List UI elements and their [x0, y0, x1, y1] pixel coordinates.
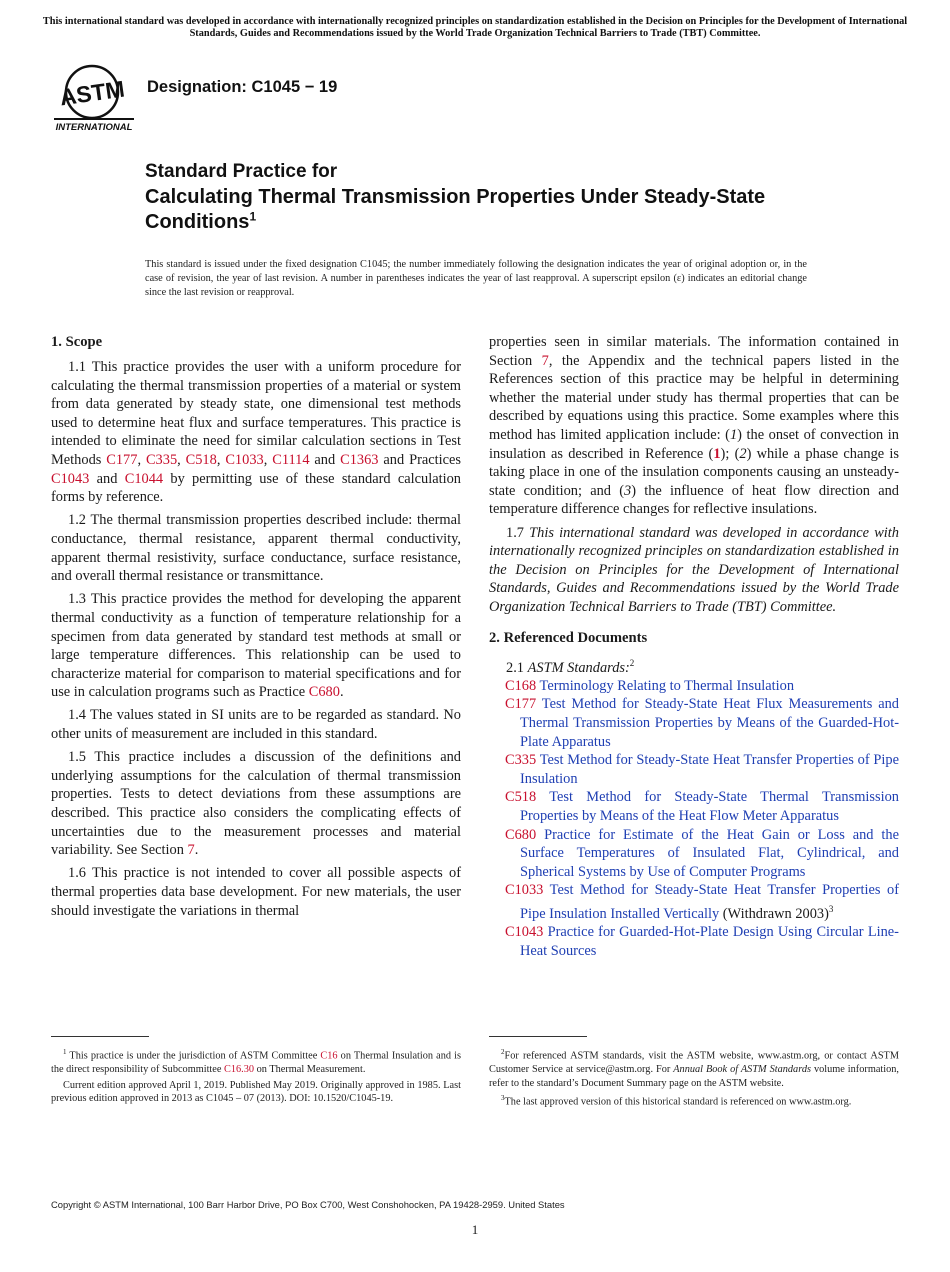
footnote-3: $^3$The last approved version of this historical standard is referenced on www.astm.org.	[501, 1094, 852, 1108]
link-c1363[interactable]: C1363	[340, 451, 379, 468]
ref-item[interactable]: C335 Test Method for Steady-State Heat Transfer Properties of Pipe Insulation	[505, 752, 899, 787]
para-1-2: 1.2 The thermal transmission properties described include: thermal conductance, thermal resistance, apparent thermal conductivity, apparent thermal resistivity, surface conductance, surface resistance, and overall thermal resistance or transmittance.	[51, 512, 461, 585]
link-c680[interactable]: C680	[308, 684, 340, 701]
para-1-6-continued: properties seen in similar materials. The information contained in Section 7, the Appendix and the technical papers listed in the References section of this practice may be helpful in determining whether the material under study has thermal properties that can be described by equations using this practice. Some examples where this method has limited application include: (1) the onset of convection in insulation as described in Reference (1); (2) while a phase change is taking place in one of the insulation components causing an unsteady-state condition; and (3) the influence of heat flow direction and temperature difference changes for reflective insulations.	[489, 334, 899, 518]
title-block	[145, 161, 845, 235]
left-column	[51, 331, 461, 925]
svg-text:ASTM: ASTM	[58, 75, 127, 111]
para-1-4: 1.4 The values stated in SI units are to be regarded as standard. No other units of measurement are included in this standard.	[51, 707, 461, 743]
svg-text:INTERNATIONAL: INTERNATIONAL	[55, 122, 133, 132]
title-line1: Standard Practice for	[145, 161, 338, 182]
link-c1114[interactable]: C1114	[272, 451, 310, 468]
footnote-rule-right	[489, 1036, 587, 1037]
footnotes-right	[489, 1046, 899, 1111]
link-c177[interactable]: C177	[106, 451, 138, 468]
astm-logo	[52, 60, 136, 132]
link-c518[interactable]: C518	[185, 451, 217, 468]
scope-heading: 1. Scope	[51, 334, 103, 350]
reference-list	[489, 677, 899, 961]
title-footnote-mark: 1	[249, 209, 257, 224]
ref-item[interactable]: C1033 Test Method for Steady-State Heat Transfer Properties of Pipe Insulation Installed Vertically (Withdrawn 2003)$^3$	[505, 882, 899, 922]
copyright: Copyright © ASTM International, 100 Barr Harbor Drive, PO Box C700, West Conshohocken, PA 19428-2959. United States	[51, 1199, 565, 1210]
para-1-7: 1.7 This international standard was developed in accordance with internationally recognized principles on standardization established in the Decision on Principles for the Development of International Standards, Guides and Recommendations issued by the World Trade Organization Technical Barriers to Trade (TBT) Committee.	[489, 524, 899, 615]
footnote-rule-left	[51, 1036, 149, 1037]
link-c16-30[interactable]: C16.30	[224, 1064, 255, 1076]
referenced-heading: 2. Referenced Documents	[489, 629, 648, 646]
para-1-6: 1.6 This practice is not intended to cover all possible aspects of thermal properties data base development. For new materials, the user should investigate the variations in thermal	[51, 865, 461, 919]
right-column	[489, 333, 899, 961]
link-c335[interactable]: C335	[145, 451, 178, 468]
link-c1044[interactable]: C1044	[124, 470, 164, 487]
footnotes-left	[51, 1046, 461, 1108]
ref-item[interactable]: C680 Practice for Estimate of the Heat Gain or Loss and the Surface Temperatures of Insulated Flat, Cylindrical, and Spherical Systems by Use of Computer Programs	[505, 826, 899, 880]
page-number: 1	[471, 1222, 479, 1237]
title-text: Calculating Thermal Transmission Properties Under Steady-State Conditions	[145, 186, 766, 233]
footnote-1: $^1$ This practice is under the jurisdiction of ASTM Committee C16 on Thermal Insulation and is the direct responsibility of Subcommittee C16.30 on Thermal Measurement.	[51, 1048, 461, 1076]
ref-item[interactable]: C518 Test Method for Steady-State Thermal Transmission Properties by Means of the Heat Flow Meter Apparatus	[505, 789, 899, 825]
top-notice: This international standard was developed in accordance with internationally recognized principles on standardization established in the Decision on Principles for the Development of International Standards, Guides and Recommendations issued by the World Trade Organization Technical Barriers to Trade (TBT) Committee.	[42, 16, 908, 39]
ref-item[interactable]: C168 Terminology Relating to Thermal Insulation	[505, 677, 795, 694]
astm-standards-subhead: 2.1 ASTM Standards:$^2$	[506, 657, 635, 676]
link-c1033[interactable]: C1033	[225, 451, 264, 468]
title-main	[145, 185, 845, 235]
designation: Designation: C1045 − 19	[147, 78, 338, 96]
link-c1043[interactable]: C1043	[51, 470, 90, 487]
para-1-1: 1.1 This practice provides the user with a uniform procedure for calculating the thermal transmission properties of a material or system from data generated by steady state, one dimensional test methods used to determine heat flux and surface temperatures. This practice is intended to eliminate the need for similar calculation sections in Test Methods C177, C335, C518, C1033, C1114 and C1363 and Practices C1043 and C1044 by permitting use of these standard calculation forms by reference.	[51, 359, 462, 506]
para-1-3: 1.3 This practice provides the method for developing the apparent thermal conductivity as a function of temperature relationship for a specimen from data generated by standard test methods at small or large temperature differences. This relationship can be used to characterize material for comparison to material specifications and for use in calculation programs such as Practice C680.	[51, 591, 461, 701]
ref-item[interactable]: C1043 Practice for Guarded-Hot-Plate Design Using Circular Line-Heat Sources	[505, 924, 899, 959]
link-section-7b[interactable]: 7	[541, 352, 549, 369]
para-1-5: 1.5 This practice includes a discussion of the definitions and underlying assumptions for the calculation of thermal transmission properties. Tests to detect deviations from these assumptions are described. This practice also considers the complicating effects of uncertainties due to the measurement processes and material variability. See Section 7.	[51, 749, 461, 859]
footnote-2: $^2$For referenced ASTM standards, visit the ASTM website, www.astm.org, or contact ASTM Customer Service at service@astm.org. For Annual Book of ASTM Standards volume information, refer to the standard’s Document Summary page on the ASTM website.	[489, 1048, 899, 1089]
issue-note: This standard is issued under the fixed designation C1045; the number immediately following the designation indicates the year of original adoption or, in the case of revision, the year of last revision. A number in parentheses indicates the year of last reapproval. A superscript epsilon (ε) indicates an editorial change since the last revision or reapproval.	[145, 259, 807, 298]
link-c16[interactable]: C16	[320, 1050, 338, 1062]
link-reference-1[interactable]: 1	[713, 445, 721, 462]
footnote-1b: Current edition approved April 1, 2019. Published May 2019. Originally approved in 1985. Last previous edition approved in 2013 as C1045 – 07 (2013). DOI: 10.1520/C1045-19.	[51, 1079, 461, 1105]
ref-item[interactable]: C177 Test Method for Steady-State Heat Flux Measurements and Thermal Transmission Properties by Means of the Guarded-Hot-Plate Apparatus	[505, 696, 899, 750]
link-section-7[interactable]: 7	[187, 842, 195, 859]
